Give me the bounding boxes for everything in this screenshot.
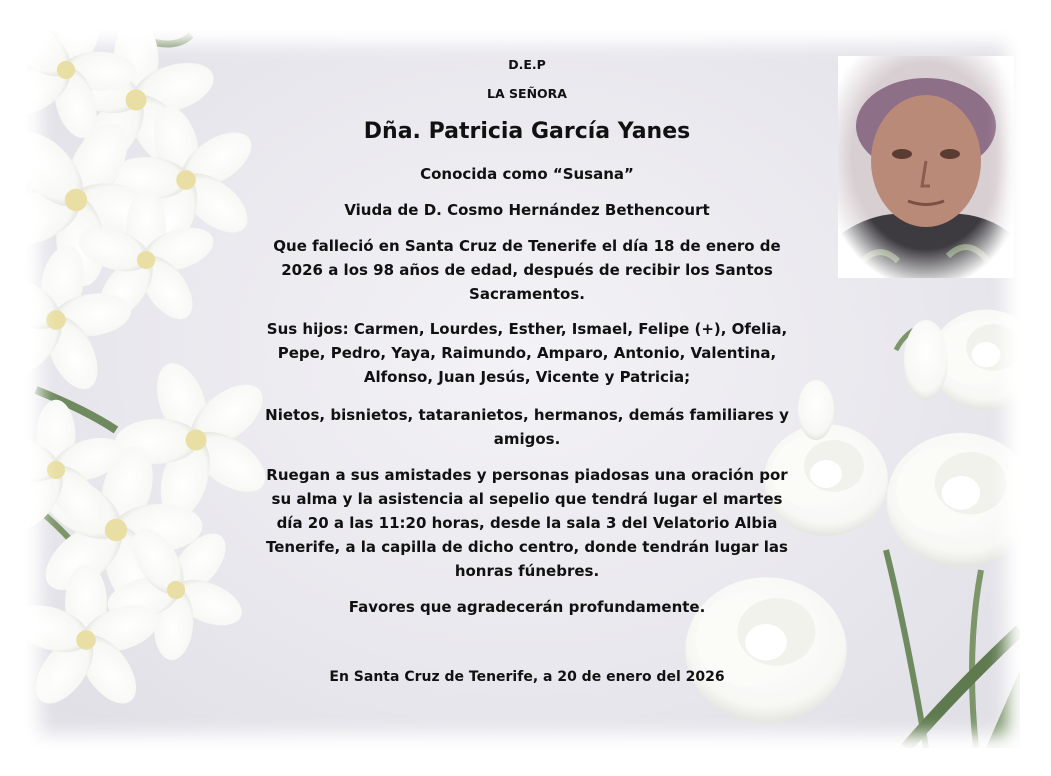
obituary-card [26,30,1020,748]
title-heading: LA SEÑORA [487,86,567,101]
death-line: Que falleció en Santa Cruz de Tenerife el día 18 de enero de [273,237,781,255]
family-line: Nietos, bisnietos, tataranietos, hermanos, demás familiares y [265,406,789,424]
request-line: Tenerife, a la capilla de dicho centro, donde tendrán lugar las [266,538,788,556]
request-line: día 20 a las 11:20 horas, desde la sala 3 del Velatorio Albia [276,514,778,532]
deceased-portrait-photo [838,56,1014,278]
thanks-line: Favores que agradecerán profundamente. [348,598,706,616]
footer-place-date: En Santa Cruz de Tenerife, a 20 de enero del 2026 [329,669,725,685]
widow-line: Viuda de D. Cosmo Hernández Bethencourt [344,201,710,219]
children-line: Alfonso, Juan Jesús, Vicente y Patricia; [363,368,691,386]
deceased-name: Dña. Patricia García Yanes [363,119,691,144]
nickname: Conocida como “Susana” [420,165,634,183]
request-line: honras fúnebres. [454,562,600,580]
dep-heading: D.E.P [508,57,546,72]
request-line: su alma y la asistencia al sepelio que tendrá lugar el martes [271,490,783,508]
request-line: Ruegan a sus amistades y personas piadosas una oración por [266,466,788,484]
children-line: Pepe, Pedro, Yaya, Raimundo, Amparo, Antonio, Valentina, [277,344,777,362]
portrait-image [838,56,1014,278]
children-line: Sus hijos: Carmen, Lourdes, Esther, Ismael, Felipe (+), Ofelia, [266,320,788,338]
family-line: amigos. [493,430,561,448]
death-line: 2026 a los 98 años de edad, después de recibir los Santos [281,261,773,279]
death-line: Sacramentos. [469,285,585,303]
